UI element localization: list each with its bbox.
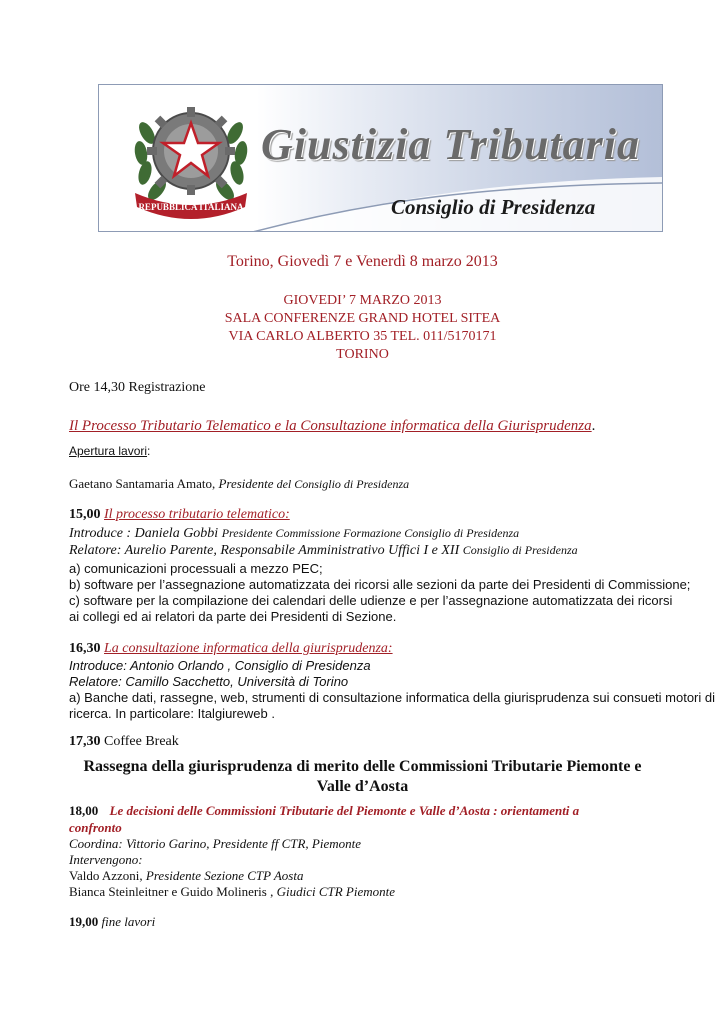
opening-speaker-role-detail: del Consiglio di Presidenza [273, 477, 410, 491]
opening-label-line [69, 444, 150, 458]
slot2-title: La consultazione informatica della giurisprudenza: [104, 641, 393, 656]
slot3-speaker1-name: Valdo Azzoni, [69, 868, 143, 883]
slot3-speaker2-name: Bianca Steinleitner e Guido Molineris , [69, 884, 277, 899]
event-day: GIOVEDI’ 7 MARZO 2013 [283, 293, 442, 308]
event-venue: SALA CONFERENZE GRAND HOTEL SITEA [224, 311, 501, 326]
opening-colon: : [147, 444, 151, 458]
slot1-intro [69, 526, 519, 542]
header-title: Giustizia Tributaria [261, 120, 641, 169]
opening-speaker [69, 476, 409, 492]
event-dates: Torino, Giovedì 7 e Venerdì 8 marzo 2013 [227, 253, 498, 270]
closing [69, 914, 155, 930]
slot2-rel-label: Relatore [69, 674, 119, 689]
slot1-relatore [69, 543, 578, 559]
slot1-rel-label: Relatore [69, 543, 117, 558]
closing-label: fine lavori [98, 914, 156, 929]
slot3-speaker1-role: Presidente Sezione CTP Aosta [142, 868, 304, 883]
slot1-intro-label: Introduce [69, 526, 123, 541]
slot1-heading [69, 507, 290, 523]
header-banner [98, 84, 663, 232]
header-subtitle: Consiglio di Presidenza [391, 195, 596, 219]
slot2-rel-name: : Camillo Sacchetto, Università di Torino [118, 674, 349, 689]
slot1-rel-name: : Aurelio Parente, Responsabile Amministrativo Uffici I e XII [116, 543, 463, 558]
slot2-relatore [69, 674, 348, 689]
slot3-speaker2-role: Giudici CTR Piemonte [276, 884, 396, 899]
slot3-title: Le decisioni delle Commissioni Tributarie del Piemonte e Valle d’Aosta : orientamenti a [109, 803, 580, 818]
slot2-item: a) Banche dati, rassegne, web, strumenti di consultazione informatica della giurisprudenza sui consueti motori di [69, 690, 716, 705]
slot3-speaker2 [69, 884, 395, 900]
slot3-speaker1 [69, 868, 303, 884]
slot3-heading [69, 803, 579, 819]
slot1-item: b) software per l’assegnazione automatizzata dei ricorsi alle sezioni da parte dei Presidenti di Commissione; [69, 577, 691, 592]
section2-title-line: Valle d’Aosta [316, 778, 409, 795]
slot1-item: a) comunicazioni processuali a mezzo PEC; [69, 561, 323, 576]
slot1-item: ai collegi ed ai relatori da parte dei Presidenti di Sezione. [69, 609, 397, 624]
opening-speaker-role: Presidente [218, 476, 274, 491]
slot2-intro: Introduce: Antonio Orlando , Consiglio di Presidenza [69, 658, 371, 673]
coffee-break [69, 734, 179, 750]
slot2-item: ricerca. In particolare: Italgiureweb . [69, 706, 275, 721]
coffee-label: Coffee Break [100, 734, 179, 749]
closing-time: 19,00 [69, 914, 99, 929]
session-title [69, 418, 595, 435]
slot3-title-line2: confronto [69, 820, 122, 835]
slot3-coord: Coordina: Vittorio Garino, Presidente ff CTR, Piemonte [69, 836, 361, 851]
slot3-time: 18,00 [69, 803, 99, 818]
slot2-heading [69, 641, 393, 657]
slot1-intro-name: : Daniela Gobbi [122, 526, 222, 541]
slot1-rel-role: Consiglio di Presidenza [462, 543, 578, 557]
slot1-title: Il processo tributario telematico: [104, 507, 290, 522]
session-title-text: Il Processo Tributario Telematico e la Consultazione informatica della Giurisprudenza [69, 418, 592, 434]
slot2-time: 16,30 [69, 641, 101, 656]
opening-label: Apertura lavori [69, 444, 148, 458]
session-title-end: . [591, 418, 596, 434]
opening-speaker-name: Gaetano Santamaria Amato, [69, 476, 219, 491]
slot1-time: 15,00 [69, 507, 101, 522]
emblem-ribbon-text: REPUBBLICA ITALIANA [138, 202, 244, 212]
event-address: VIA CARLO ALBERTO 35 TEL. 011/5170171 [228, 329, 497, 344]
coffee-time: 17,30 [69, 734, 101, 749]
section2-title-line: Rassegna della giurisprudenza di merito delle Commissioni Tributarie Piemonte e [83, 758, 642, 775]
registration: Ore 14,30 Registrazione [69, 380, 206, 395]
republic-emblem-icon [127, 93, 255, 221]
slot3-interv: Intervengono: [69, 852, 143, 867]
event-city: TORINO [336, 347, 389, 362]
slot1-item: c) software per la compilazione dei calendari delle udienze e per l’assegnazione automatizzata dei ricorsi [69, 593, 673, 608]
slot1-intro-role: Presidente Commissione Formazione Consiglio di Presidenza [221, 526, 520, 540]
